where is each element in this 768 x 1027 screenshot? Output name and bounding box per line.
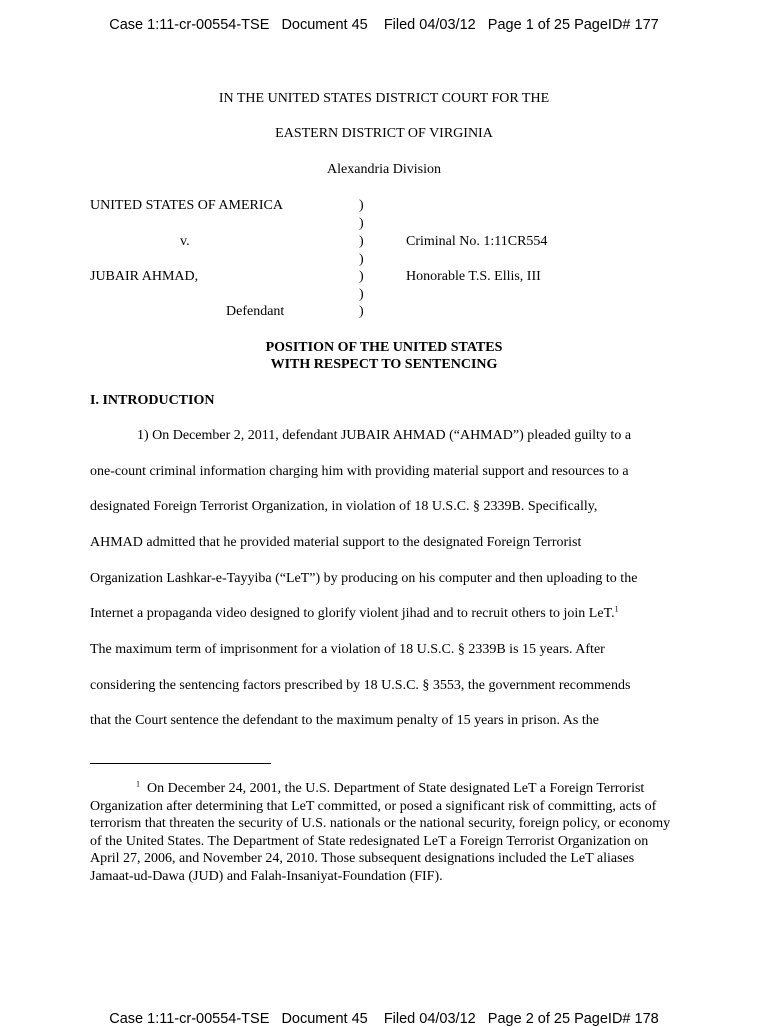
paragraph-line: designated Foreign Terrorist Organization, in violation of 18 U.S.C. § 2339B. Specifically,	[90, 499, 598, 514]
paragraph-line-text: Internet a propaganda video designed to glorify violent jihad and to recruit others to join LeT.	[90, 606, 615, 621]
paragraph-line: one-count criminal information charging him with providing material support and resources to a	[90, 464, 629, 479]
caption-defendant-label: Defendant	[226, 304, 285, 319]
footnote-text: On December 24, 2001, the U.S. Department of State designated LeT a Foreign Terrorist Organization after determining that LeT committed, or posed a significant risk of committing, acts of terrorism that threaten the security of U.S. nationals or the national security, foreign policy, or economy of the United States. The Department of State redesignated LeT a Foreign Terrorist Organization on April 27, 2006, and November 24, 2010. Those subsequent designations included the LeT aliases Jamaat-ud-Dawa (JUD) and Falah-Insaniyat-Foundation (FIF).	[90, 781, 671, 884]
paragraph-line-with-footnote	[90, 606, 619, 622]
section-heading: I. INTRODUCTION	[90, 393, 215, 408]
caption-versus: v.	[180, 234, 190, 249]
footnote	[90, 780, 680, 885]
paragraph-line: The maximum term of imprisonment for a violation of 18 U.S.C. § 2339B is 15 years. After	[90, 642, 605, 657]
paragraph-line: 1) On December 2, 2011, defendant JUBAIR AHMAD (“AHMAD”) pleaded guilty to a	[137, 428, 632, 443]
court-name-line2: EASTERN DISTRICT OF VIRGINIA	[275, 126, 493, 141]
case-header-bottom: Case 1:11-cr-00554-TSE Document 45 Filed 04/03/12 Page 2 of 25 PageID# 178	[109, 1011, 659, 1027]
caption-paren: )	[359, 216, 364, 231]
caption-defendant-name: JUBAIR AHMAD,	[90, 269, 199, 284]
court-name-line1: IN THE UNITED STATES DISTRICT COURT FOR THE	[218, 91, 550, 106]
footnote-reference: 1	[614, 604, 619, 614]
paragraph-line: AHMAD admitted that he provided material support to the designated Foreign Terrorist	[90, 535, 582, 550]
footnote-marker: 1	[136, 779, 140, 789]
paragraph-line: considering the sentencing factors prescribed by 18 U.S.C. § 3553, the government recommends	[90, 678, 631, 693]
caption-paren: )	[359, 304, 364, 319]
document-title-line1: POSITION OF THE UNITED STATES	[265, 340, 503, 355]
caption-paren: )	[359, 287, 364, 302]
caption-paren: )	[359, 252, 364, 267]
caption-paren: )	[359, 269, 364, 284]
caption-case-number: Criminal No. 1:11CR554	[406, 234, 548, 249]
case-header-top: Case 1:11-cr-00554-TSE Document 45 Filed 04/03/12 Page 1 of 25 PageID# 177	[109, 17, 659, 33]
paragraph-line: that the Court sentence the defendant to the maximum penalty of 15 years in prison. As the	[90, 713, 599, 728]
court-division: Alexandria Division	[327, 162, 441, 177]
paragraph-line: Organization Lashkar-e-Tayyiba (“LeT”) by producing on his computer and then uploading to the	[90, 571, 638, 586]
caption-judge: Honorable T.S. Ellis, III	[406, 269, 541, 284]
caption-paren: )	[359, 198, 364, 213]
footnote-divider	[90, 763, 271, 764]
caption-paren: )	[359, 234, 364, 249]
caption-plaintiff: UNITED STATES OF AMERICA	[90, 198, 283, 213]
document-title-line2: WITH RESPECT TO SENTENCING	[270, 357, 498, 372]
